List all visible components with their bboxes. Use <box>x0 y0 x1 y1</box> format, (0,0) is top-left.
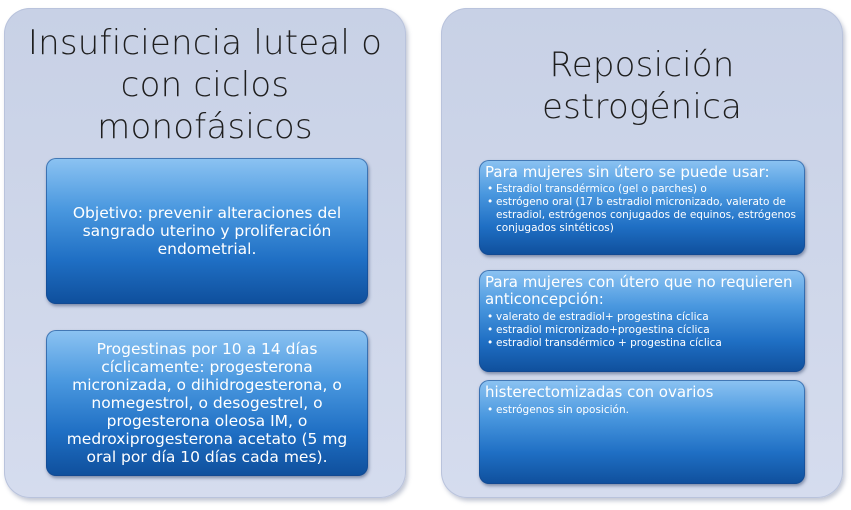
with-uterus-list <box>479 311 805 350</box>
left-panel-title: Insuficiencia luteal o con ciclos monofásicos <box>27 23 383 147</box>
hysterectomized-list <box>479 404 805 417</box>
list-item: • estrógenos sin oposición. <box>487 404 797 417</box>
right-panel-title: Reposición estrogénica <box>541 45 743 127</box>
progestins-text: Progestinas por 10 a 14 días cíclicamente: progesterona micronizada, o dihidrogesterona, o nomegestrol, o desogestrel, o progesterona oleosa IM, o medroxiprogesterona acetato (5 mg oral por día 10 días cada mes). <box>66 340 348 466</box>
left-panel <box>4 8 406 498</box>
list-item: • estradiol micronizado+progestina cíclica <box>487 324 797 337</box>
list-item: • Estradiol transdérmico (gel o parches) o <box>487 183 797 196</box>
no-uterus-card <box>479 160 805 255</box>
hysterectomized-heading: histerectomizadas con ovarios <box>485 383 714 401</box>
with-uterus-heading: Para mujeres con útero que no requieren anticoncepción: <box>485 273 793 308</box>
hysterectomized-card <box>479 380 805 484</box>
list-item: • estradiol transdérmico + progestina cíclica <box>487 337 797 350</box>
progestins-card <box>46 330 368 476</box>
list-item: • valerato de estradiol+ progestina cíclica <box>487 311 797 324</box>
with-uterus-card <box>479 270 805 372</box>
no-uterus-list <box>479 183 805 235</box>
right-panel <box>441 8 843 498</box>
no-uterus-heading: Para mujeres sin útero se puede usar: <box>485 163 770 181</box>
list-item: • estrógeno oral (17 b estradiol micronizado, valerato de estradiol, estrógenos conjugados de equinos, estrógenos conjugados sintéticos) <box>487 196 797 235</box>
objective-text: Objetivo: prevenir alteraciones del sangrado uterino y proliferación endometrial. <box>72 204 342 258</box>
objective-card <box>46 158 368 304</box>
